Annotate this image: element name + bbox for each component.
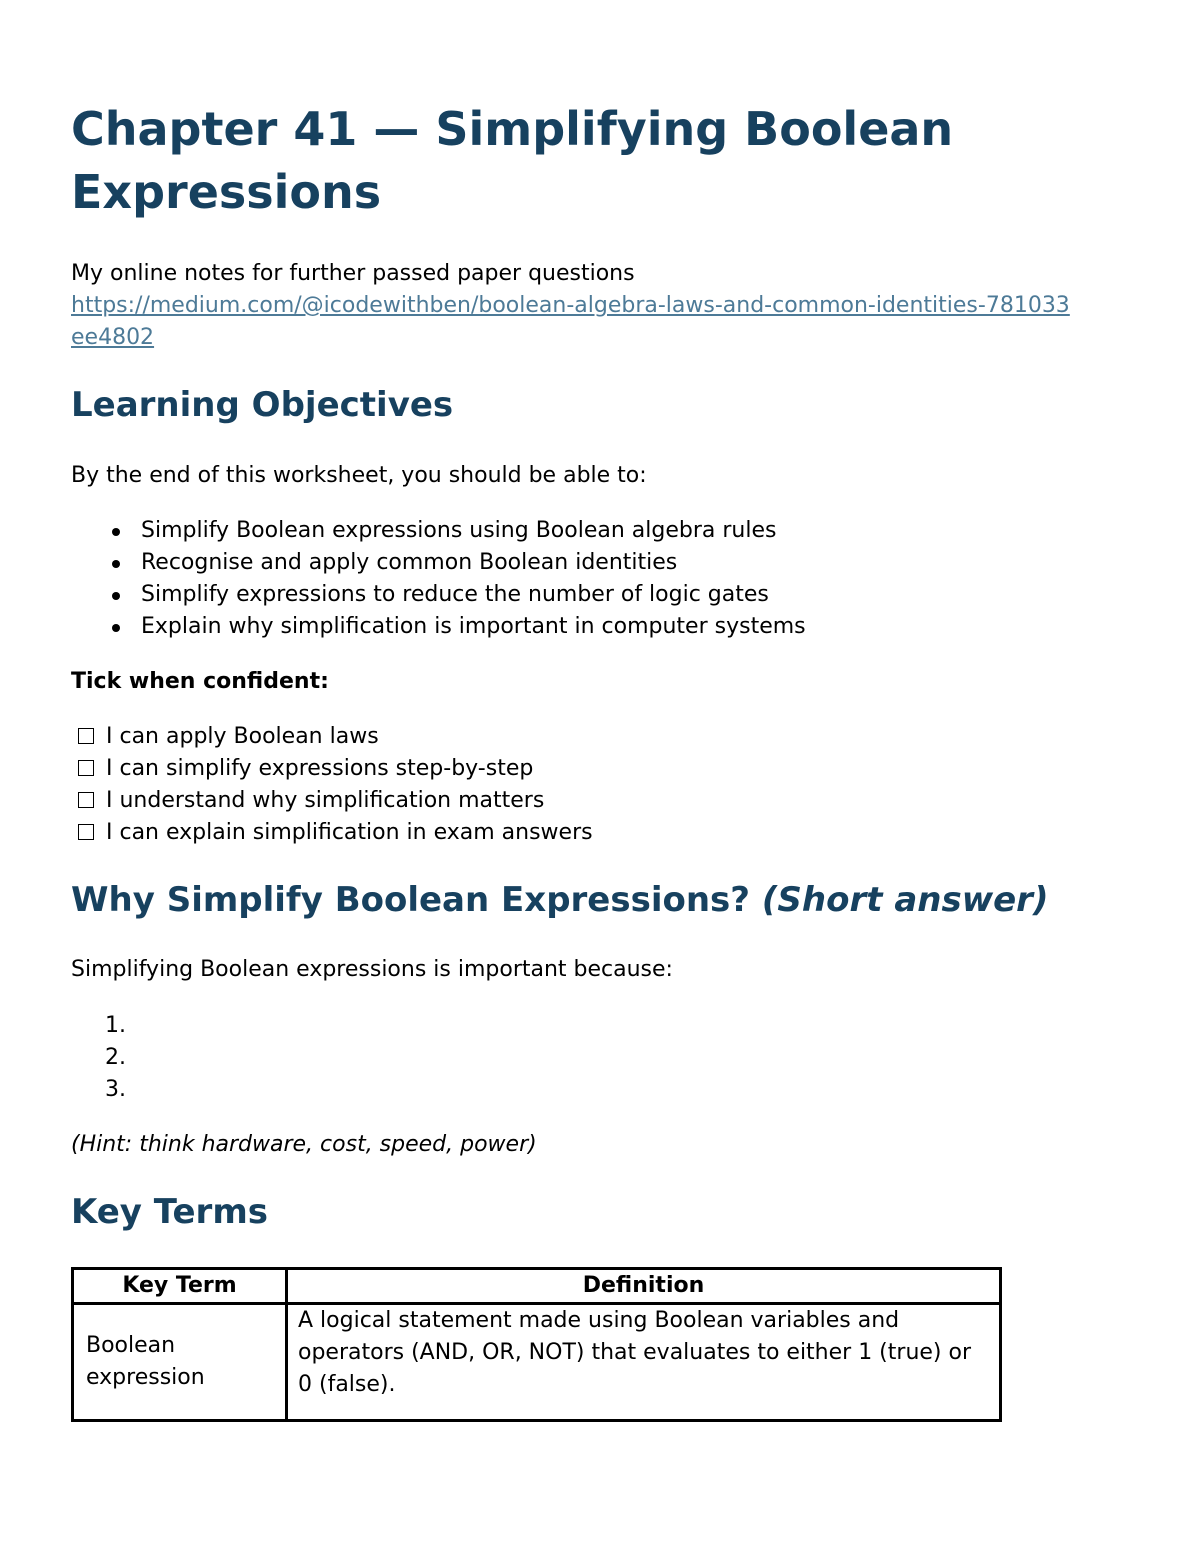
confidence-checklist: [78, 721, 593, 849]
table-row: [73, 1304, 1001, 1421]
checklist-text: I can simplify expressions step-by-step: [106, 756, 534, 781]
checkbox-icon[interactable]: [78, 728, 94, 744]
checkbox-icon[interactable]: [78, 824, 94, 840]
checklist-item: [78, 721, 593, 753]
objectives-lead: By the end of this worksheet, you should be able to:: [71, 463, 647, 488]
answer-number: 1.: [105, 1013, 126, 1038]
objective-text: Simplify Boolean expressions using Boolean algebra rules: [141, 518, 777, 543]
why-heading-note: (Short answer): [761, 880, 1049, 920]
key-terms-heading: Key Terms: [71, 1192, 268, 1232]
column-header-key-term: Key Term: [73, 1269, 287, 1304]
objective-text: Explain why simplification is important in computer systems: [141, 614, 806, 639]
checklist-text: I can apply Boolean laws: [106, 724, 379, 749]
bullet-icon: [112, 624, 120, 632]
column-header-definition: Definition: [287, 1269, 1001, 1304]
tick-label: Tick when confident:: [71, 669, 329, 694]
bullet-icon: [112, 560, 120, 568]
checklist-item: [78, 785, 593, 817]
bullet-icon: [112, 592, 120, 600]
answer-number: 3.: [105, 1077, 126, 1102]
bullet-icon: [112, 528, 120, 536]
why-heading: [71, 878, 1048, 922]
hint-text: (Hint: think hardware, cost, speed, power): [71, 1132, 537, 1157]
list-item: [71, 579, 806, 611]
objective-text: Recognise and apply common Boolean identities: [141, 550, 678, 575]
answer-list: [105, 1010, 126, 1106]
table-header-row: [73, 1269, 1001, 1304]
why-lead: Simplifying Boolean expressions is important because:: [71, 957, 673, 982]
checkbox-icon[interactable]: [78, 792, 94, 808]
intro-text: My online notes for further passed paper questions: [71, 261, 635, 286]
list-item: [71, 515, 806, 547]
list-item: [71, 547, 806, 579]
key-terms-table: [71, 1267, 1002, 1422]
definition-cell: A logical statement made using Boolean variables and operators (AND, OR, NOT) that evaluates to either 1 (true) or 0 (false).: [287, 1304, 1001, 1421]
checklist-text: I understand why simplification matters: [106, 788, 545, 813]
page-title: Chapter 41 — Simplifying Boolean Expressions: [71, 102, 954, 219]
objectives-list: [71, 515, 806, 643]
objectives-heading: Learning Objectives: [71, 385, 454, 425]
checklist-text: I can explain simplification in exam answers: [106, 820, 593, 845]
intro-block: [71, 258, 1071, 354]
notes-link[interactable]: https://medium.com/@icodewithben/boolean-algebra-laws-and-common-identities-781033ee4802: [71, 293, 1070, 350]
term-cell: Boolean expression: [73, 1304, 287, 1421]
objective-text: Simplify expressions to reduce the number of logic gates: [141, 582, 769, 607]
checklist-item: [78, 753, 593, 785]
list-item: [71, 611, 806, 643]
answer-number: 2.: [105, 1045, 126, 1070]
checkbox-icon[interactable]: [78, 760, 94, 776]
why-heading-text: Why Simplify Boolean Expressions?: [71, 880, 751, 920]
checklist-item: [78, 817, 593, 849]
